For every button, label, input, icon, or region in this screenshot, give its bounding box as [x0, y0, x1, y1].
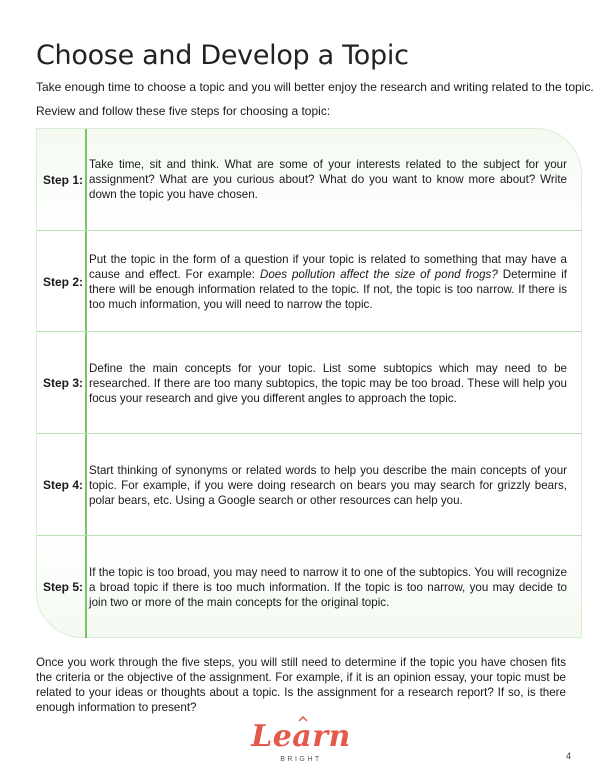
steps-instruction: Review and follow these five steps for choosing a topic: — [36, 104, 331, 118]
learn-bright-logo — [240, 720, 362, 772]
step-label: Step 1: — [42, 172, 83, 187]
step-text — [89, 536, 567, 638]
intro-paragraph: Take enough time to choose a topic and you will better enjoy the research and writing related to the topic. — [36, 80, 594, 94]
step-divider — [85, 434, 87, 536]
step-label: Step 3: — [42, 376, 83, 390]
step-1-text: Take time, sit and think. What are some of your interests related to the subject for your assignment? What are you curious about? What do you want to know more about? Write down the topic you have chosen. — [89, 158, 567, 201]
step-label: Step 2: — [42, 274, 83, 289]
step-row-4 — [37, 433, 581, 536]
steps-table — [36, 128, 582, 638]
step-4-text: Start thinking of synonyms or related words to help you describe the main concepts of your topic. For example, if you were doing research on bears you may search for grizzly bears, polar bears, etc. Using a Google search or other resources can help you. — [89, 463, 567, 507]
step-text — [89, 332, 567, 434]
step-2-text-end: Determine if there will be enough information related to the topic. If not, the topic is too narrow. If there is too much information, you will need to narrow the topic. — [89, 267, 567, 311]
logo-subtitle: BRIGHT — [280, 756, 322, 763]
step-text — [89, 434, 567, 536]
step-divider — [85, 536, 87, 638]
step-text — [89, 231, 567, 332]
step-2-text — [89, 252, 567, 312]
step-2-text-start: Put the topic in the form of a question if your topic is related to something that may have a cause and effect. For example: — [89, 252, 567, 281]
step-label: Step 5: — [42, 580, 83, 594]
step-label: Step 4: — [42, 478, 83, 492]
step-divider — [85, 332, 87, 434]
step-2-example-question: Does pollution affect the size of pond frogs? — [259, 267, 498, 281]
step-divider — [85, 231, 87, 332]
page-title: Choose and Develop a Topic — [36, 40, 409, 71]
logo-wordmark: Learn — [251, 719, 351, 754]
step-divider — [85, 129, 87, 230]
step-3-text: Define the main concepts for your topic. List some subtopics which may need to be researched. If there are too many subtopics, the topic may be too broad. These will help you focus your research and give you different angles to approach the topic. — [89, 361, 567, 405]
step-row-3 — [37, 331, 581, 434]
page-number: 4 — [566, 751, 572, 761]
step-row-2 — [37, 230, 581, 332]
step-5-text: If the topic is too broad, you may need to narrow it to one of the subtopics. You will recognize a broad topic if there is too much information. If the topic is too narrow, you may decide to join two or more of the main concepts for the original topic. — [89, 565, 567, 609]
closing-paragraph: Once you work through the five steps, you will still need to determine if the topic you have chosen fits the criteria or the objective of the assignment. For example, if it is an opinion essay, your topic must be related to your ideas or thoughts about a topic. Is the assignment for a research report? If so, is there enough information to present? — [36, 656, 566, 714]
step-row-5 — [37, 535, 581, 638]
step-text — [89, 129, 567, 230]
step-row-1 — [37, 129, 581, 230]
